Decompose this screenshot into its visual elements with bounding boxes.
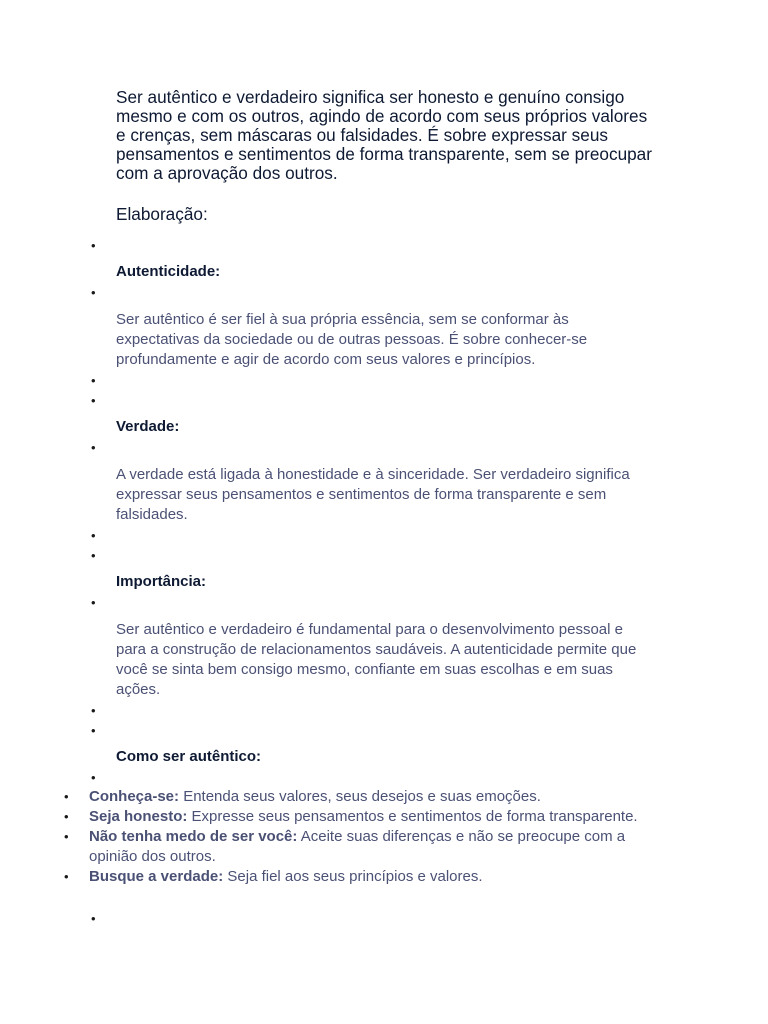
elaboration-label: Elaboração: (116, 204, 208, 224)
bullet-marker: • (64, 829, 69, 844)
bullet-marker: • (91, 548, 96, 563)
tip-text: Entenda seus valores, seus desejos e suas emoções. (179, 788, 541, 805)
list-item (64, 827, 659, 867)
section-heading-autenticidade: Autenticidade: (116, 263, 221, 280)
tip-text: Aceite suas diferenças e não se preocupe com a opinião dos outros. (89, 828, 626, 865)
tip-label: Seja honesto: (89, 808, 188, 825)
bullet-marker: • (91, 703, 96, 718)
bullet-marker: • (91, 373, 96, 388)
intro-paragraph: Ser autêntico e verdadeiro significa ser honesto e genuíno consigo mesmo e com os outros, agindo de acordo com seus próprios valores e crenças, sem máscaras ou falsidades. É sobre expressar seus pensamentos e sentimentos de forma transparente, sem se preocupar com a aprovação dos outros. (116, 87, 652, 183)
section-text-verdade: A verdade está ligada à honestidade e à sinceridade. Ser verdadeiro significa expressar seus pensamentos e sentimentos de forma transparente e sem falsidades. (116, 466, 630, 523)
bullet-marker: • (91, 911, 96, 926)
tip-label: Conheça-se: (89, 788, 180, 805)
list-item (64, 787, 659, 807)
tip-text: Seja fiel aos seus princípios e valores. (223, 868, 483, 885)
tip-text: Expresse seus pensamentos e sentimentos de forma transparente. (187, 808, 638, 825)
bullet-marker: • (91, 528, 96, 543)
section-heading-como-ser-autentico: Como ser autêntico: (116, 748, 262, 765)
section-text-importancia: Ser autêntico e verdadeiro é fundamental para o desenvolvimento pessoal e para a construção de relacionamentos saudáveis. A autenticidade permite que você se sinta bem consigo mesmo, confiante em suas escolhas e em suas ações. (116, 621, 637, 698)
bullet-marker: • (91, 770, 96, 785)
bullet-marker: • (91, 238, 96, 253)
section-text-autenticidade: Ser autêntico é ser fiel à sua própria essência, sem se conformar às expectativas da sociedade ou de outras pessoas. É sobre conhecer-se profundamente e agir de acordo com seus valores e princípios. (116, 311, 588, 368)
section-heading-verdade: Verdade: (116, 418, 180, 435)
bullet-marker: • (91, 393, 96, 408)
tips-list (64, 787, 659, 887)
tip-label: Não tenha medo de ser você: (89, 828, 298, 845)
bullet-marker: • (91, 440, 96, 455)
bullet-marker: • (64, 809, 69, 824)
bullet-marker: • (91, 723, 96, 738)
bullet-marker: • (91, 595, 96, 610)
bullet-marker: • (64, 869, 69, 884)
list-item (64, 807, 659, 827)
bullet-marker: • (64, 789, 69, 804)
bullet-marker: • (91, 285, 96, 300)
tip-label: Busque a verdade: (89, 868, 224, 885)
section-heading-importancia: Importância: (116, 573, 207, 590)
list-item (64, 867, 659, 887)
